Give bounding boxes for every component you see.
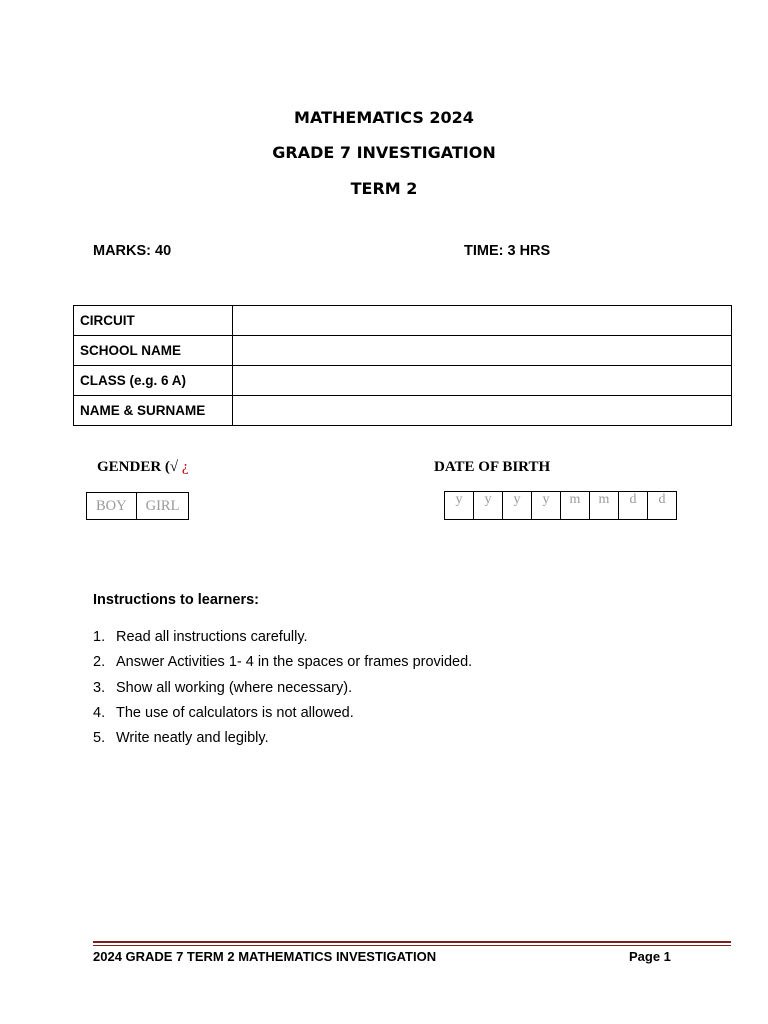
table-row [74, 366, 732, 396]
page-number: Page 1 [629, 949, 671, 964]
list-item-number: 1. [93, 629, 106, 645]
learner-info-table [73, 305, 732, 426]
list-item-text: Read all instructions carefully. [116, 629, 308, 645]
date-of-birth-boxes [444, 491, 677, 520]
list-item-number: 4. [93, 704, 106, 721]
dob-day-cell[interactable]: d [648, 492, 677, 520]
class-label: CLASS (e.g. 6 A) [74, 366, 233, 396]
list-item-number: 5. [93, 730, 106, 747]
list-item-text: Show all working (where necessary). [116, 679, 353, 696]
school-name-label: SCHOOL NAME [74, 336, 233, 366]
date-of-birth-label: DATE OF BIRTH [434, 459, 551, 475]
list-item-text: Answer Activities 1- 4 in the spaces or frames provided. [116, 654, 473, 671]
list-item-text: Write neatly and legibly. [116, 730, 269, 747]
list-item-number: 3. [93, 679, 106, 696]
list-item-number: 2. [93, 654, 106, 671]
list-item [93, 652, 472, 677]
dob-day-cell[interactable]: d [619, 492, 648, 520]
time-label: TIME: 3 HRS [464, 243, 551, 259]
table-row [74, 306, 732, 336]
gender-label-text: GENDER (√ [97, 459, 179, 475]
instructions-heading: Instructions to learners: [93, 592, 259, 608]
gender-option-boy[interactable]: BOY [87, 493, 137, 520]
class-field[interactable] [233, 366, 732, 396]
gender-label-mark: ¿ [181, 459, 189, 475]
footer-title: 2024 GRADE 7 TERM 2 MATHEMATICS INVESTIGATION [93, 949, 437, 964]
document-term: TERM 2 [350, 179, 418, 198]
table-row [74, 336, 732, 366]
name-surname-label: NAME & SURNAME [74, 396, 233, 426]
footer-rule [93, 945, 731, 946]
circuit-field[interactable] [233, 306, 732, 336]
gender-label [97, 459, 189, 476]
school-name-field[interactable] [233, 336, 732, 366]
dob-year-cell[interactable]: y [503, 492, 532, 520]
gender-options [86, 492, 189, 520]
table-row [74, 396, 732, 426]
list-item [93, 678, 472, 703]
document-subtitle: GRADE 7 INVESTIGATION [272, 143, 496, 162]
circuit-label: CIRCUIT [74, 306, 233, 336]
dob-year-cell[interactable]: y [474, 492, 503, 520]
footer-rule [93, 941, 731, 943]
gender-option-girl[interactable]: GIRL [136, 493, 189, 520]
marks-label: MARKS: 40 [93, 243, 172, 259]
instructions-list [93, 627, 472, 753]
list-item [93, 703, 472, 728]
list-item [93, 728, 472, 753]
document-title: MATHEMATICS 2024 [294, 108, 474, 127]
dob-year-cell[interactable]: y [532, 492, 561, 520]
dob-year-cell[interactable]: y [445, 492, 474, 520]
list-item [93, 627, 472, 652]
dob-month-cell[interactable]: m [561, 492, 590, 520]
dob-month-cell[interactable]: m [590, 492, 619, 520]
name-surname-field[interactable] [233, 396, 732, 426]
list-item-text: The use of calculators is not allowed. [116, 704, 354, 721]
